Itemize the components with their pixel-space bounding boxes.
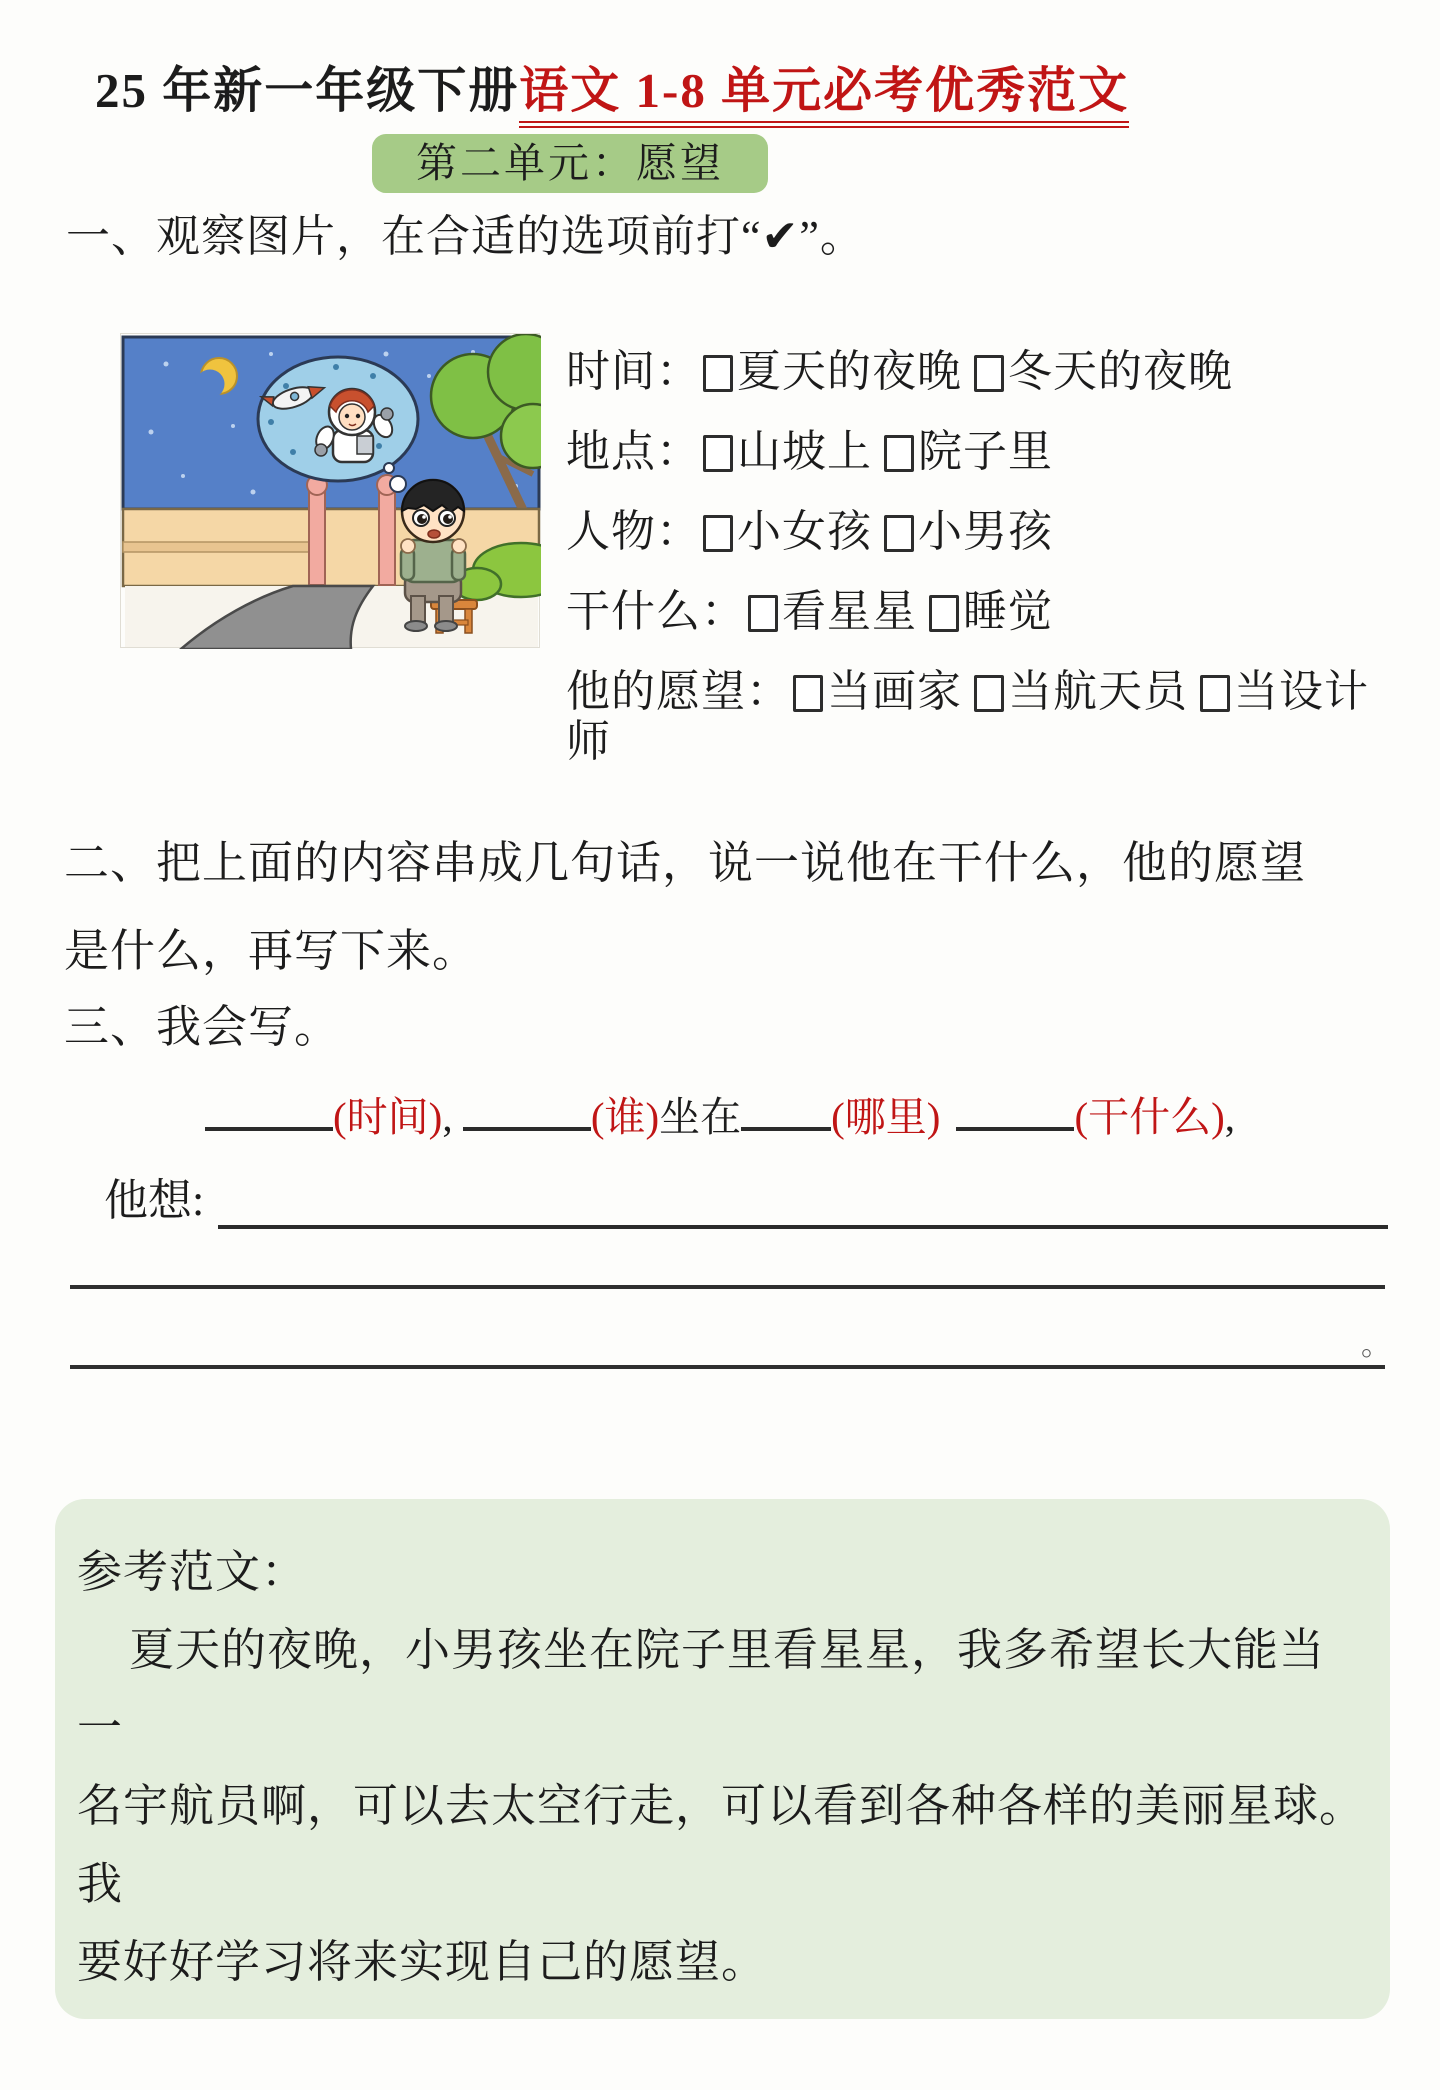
checkbox-little-boy[interactable] (884, 515, 914, 552)
option-row-label: 时间： (566, 347, 701, 396)
sentence-period: 。 (1361, 1329, 1391, 1362)
section-two-heading (64, 819, 1440, 995)
option-label: 夏天的夜晚 (737, 347, 962, 396)
page-title-black: 25 年新一年级下册 (95, 63, 520, 118)
checkbox-hillside[interactable] (703, 435, 733, 472)
writing-line-3[interactable] (70, 1329, 1391, 1369)
option-row-time (566, 347, 1390, 397)
checkbox-painter[interactable] (793, 675, 823, 712)
comma: , (1224, 1094, 1235, 1140)
checkbox-summer-night[interactable] (703, 355, 733, 392)
he-thinks-label: 他想: (104, 1176, 205, 1225)
writing-line-1[interactable] (218, 1175, 1388, 1229)
observe-block (120, 333, 1440, 797)
section-three-heading: 三、我会写。 (64, 1002, 341, 1052)
option-row-label: 他的愿望： (566, 667, 791, 716)
checkbox-sleep[interactable] (929, 595, 959, 632)
option-row-label: 人物： (566, 507, 701, 556)
option-label: 当设计师 (566, 667, 1369, 766)
option-row-wish (566, 667, 1390, 767)
hint-who: (谁) (590, 1094, 660, 1140)
hint-what: (干什么) (1074, 1094, 1225, 1140)
mouth (428, 530, 440, 538)
he-thinks-row (104, 1173, 1388, 1229)
bubble-trail-small (384, 463, 394, 473)
blank-time[interactable] (205, 1123, 333, 1131)
worksheet-page (0, 56, 1440, 2090)
checkbox-winter-night[interactable] (974, 355, 1004, 392)
fill-in-sentence (205, 1089, 1440, 1145)
option-label: 睡觉 (963, 587, 1053, 636)
section-two-line-2: 是什么，再写下来。 (64, 926, 479, 976)
checkbox-astronaut[interactable] (974, 675, 1004, 712)
section-one-heading: 一、观察图片，在合适的选项前打“✔”。 (66, 212, 865, 261)
writing-line-2[interactable] (70, 1285, 1385, 1289)
page-title (95, 56, 1440, 126)
option-label: 院子里 (918, 427, 1053, 476)
option-row-place (566, 427, 1390, 477)
unit-banner: 第二单元：愿望 (372, 134, 768, 193)
option-row-person (566, 507, 1390, 557)
option-label: 小男孩 (918, 507, 1053, 556)
checkbox-courtyard[interactable] (884, 435, 914, 472)
reference-line-2: 名宇航员啊，可以去太空行走，可以看到各种各样的美丽星球。我 (77, 1781, 1366, 1909)
bubble-trail-large (390, 476, 406, 492)
checkbox-designer[interactable] (1200, 675, 1230, 712)
sit-text: 坐在 (659, 1094, 742, 1140)
scene-illustration (120, 333, 540, 648)
scene-svg (121, 334, 541, 649)
option-label: 看星星 (782, 587, 917, 636)
option-label: 冬天的夜晚 (1008, 347, 1233, 396)
option-label: 山坡上 (737, 427, 872, 476)
blank-what[interactable] (956, 1123, 1074, 1131)
checkbox-options (566, 333, 1390, 797)
option-label: 当画家 (827, 667, 962, 716)
hint-where: (哪里) (831, 1094, 941, 1140)
reference-line-3: 要好好学习将来实现自己的愿望。 (77, 1937, 768, 1987)
blank-where[interactable] (741, 1123, 831, 1131)
option-label: 小女孩 (737, 507, 872, 556)
option-row-label: 地点： (566, 427, 701, 476)
blank-who[interactable] (463, 1123, 591, 1131)
checkbox-little-girl[interactable] (703, 515, 733, 552)
reference-line-1: 夏天的夜晚，小男孩坐在院子里看星星，我多希望长大能当一 (77, 1625, 1326, 1753)
checkbox-watch-stars[interactable] (748, 595, 778, 632)
option-row-label: 干什么： (566, 587, 746, 636)
reference-title: 参考范文： (77, 1547, 308, 1597)
option-label: 当航天员 (1008, 667, 1188, 716)
section-two-line-1: 二、把上面的内容串成几句话，说一说他在干什么，他的愿望 (64, 838, 1307, 888)
page-title-red-underlined: 语文 1-8 单元必考优秀范文 (519, 63, 1129, 128)
hint-time: (时间) (333, 1094, 443, 1140)
option-row-activity (566, 587, 1390, 637)
reference-box (55, 1499, 1390, 2019)
comma: , (442, 1094, 453, 1140)
